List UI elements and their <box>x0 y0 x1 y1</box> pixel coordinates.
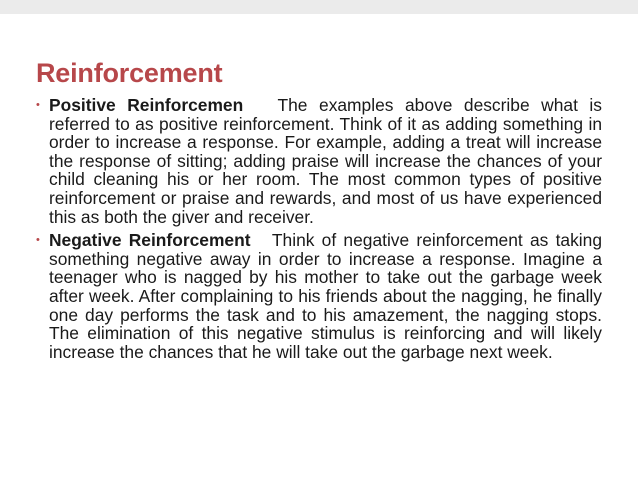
top-decorative-band <box>0 0 638 14</box>
bullet-item-negative-reinforcement <box>36 231 602 361</box>
bullet-item-positive-reinforcement <box>36 96 602 226</box>
bullet-text: The examples above describe what is referred to as positive reinforcement. Think of it as adding something in order to increase a response. For example, adding a treat will increase the response of sitting; adding praise will increase the chances of your child cleaning his or her room. The most common types of positive reinforcement or praise and rewards, and most of us have experienced this as both the giver and receiver. <box>49 95 602 227</box>
bullet-icon: • <box>36 99 40 111</box>
bullet-term: Positive Reinforcemen <box>49 95 244 115</box>
bullet-icon: • <box>36 234 40 247</box>
bullet-term: Negative Reinforcement <box>49 230 251 251</box>
bullet-list <box>36 96 602 366</box>
bullet-text: Think of negative reinforcement as taking something negative away in order to increase a response. Imagine a teenager who is nagged by his mother to take out the garbage week after week. After complaining to his friends about the nagging, he finally one day performs the task and to his amazement, the nagging stops. The elimination of this negative stimulus is reinforcing and will likely increase the chances that he will take out the garbage next week. <box>49 230 602 362</box>
slide-title: Reinforcement <box>36 58 223 88</box>
